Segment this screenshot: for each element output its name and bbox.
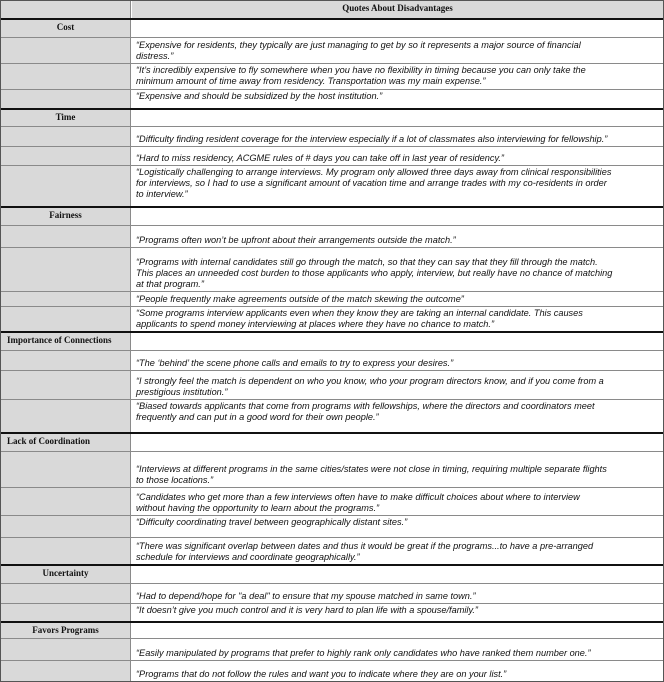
quote-cost-2: “It’s incredibly expensive to fly somewhere when you have no flexibility in timing because you can only take the minimum amount of time away from residency. Transportation was my main expense.”: [136, 65, 586, 86]
category-time: Time: [1, 110, 131, 126]
quote-coordination-2: “Candidates who get more than a few interviews often have to make difficult choices about where to interview without having the opportunity to learn about the programs.”: [136, 492, 580, 513]
category-coordination: Lack of Coordination: [1, 434, 131, 451]
table-row: [1, 64, 663, 90]
quote-fairness-2: “Programs with internal candidates still go through the match, so that they can say that they fill through the match. This places an unneeded cost burden to those applicants who apply, interview, but really have no chance of matching at that program.”: [136, 257, 613, 289]
table-row: [1, 147, 663, 166]
quote-cost-3: “Expensive and should be subsidized by the host institution.”: [136, 91, 383, 101]
table-row: [1, 661, 663, 681]
table-row: [1, 538, 663, 566]
header-blank-cell: [1, 1, 131, 18]
quote-favors-2: “Programs that do not follow the rules and want you to indicate where they are on your list.”: [136, 669, 507, 679]
table-row: [1, 371, 663, 400]
category-row-connections: [1, 333, 663, 351]
quote-time-1: “Difficulty finding resident coverage for the interview especially if a lot of classmates also interviewing for fellowship.”: [136, 134, 608, 144]
category-row-coordination: [1, 434, 663, 452]
table-row: [1, 307, 663, 333]
quote-coordination-3: “Difficulty coordinating travel between geographically distant sites.”: [136, 517, 408, 527]
table-header: Quotes About Disadvantages: [132, 1, 663, 18]
category-row-favors: [1, 623, 663, 639]
category-row-cost: [1, 20, 663, 38]
quote-fairness-3: “People frequently make agreements outside of the match skewing the outcome”: [136, 294, 464, 304]
quote-fairness-4: “Some programs interview applicants even when they know they are taking an internal candidate. This causes applicants to spend money interviewing at places where they have no chance to match.”: [136, 308, 583, 329]
category-fairness: Fairness: [1, 208, 131, 225]
quote-coordination-1: “Interviews at different programs in the same cities/states were not close in timing, requiring multiple separate flights to those locations.”: [136, 464, 607, 485]
quote-uncertainty-1: “Had to depend/hope for "a deal" to ensure that my spouse matched in same town.”: [136, 591, 476, 601]
quote-connections-2: “I strongly feel the match is dependent on who you know, who your program directors know, and if you come from a prestigious institution.”: [136, 376, 604, 397]
table-row: [1, 38, 663, 64]
table-row: [1, 226, 663, 248]
quote-cost-1: “Expensive for residents, they typically are just managing to get by so it represents a major source of financial distress.”: [136, 40, 581, 61]
quote-fairness-1: “Programs often won’t be upfront about their arrangements outside the match.”: [136, 235, 456, 245]
category-connections: Importance of Connections: [1, 333, 131, 350]
table-row: [1, 584, 663, 604]
table-row: [1, 400, 663, 434]
table-row: [1, 351, 663, 371]
category-favors: Favors Programs: [1, 623, 131, 638]
table-row: [1, 292, 663, 307]
quote-connections-1: “The ‘behind’ the scene phone calls and emails to try to express your desires.”: [136, 358, 454, 368]
table-row: [1, 488, 663, 516]
quote-empty: [132, 20, 663, 37]
quote-coordination-4: “There was significant overlap between dates and thus it would be great if the programs...to have a pre-arranged schedule for interviews and coordinate geographically.”: [136, 541, 594, 562]
table-row: [1, 604, 663, 623]
category-row-fairness: [1, 208, 663, 226]
category-cost: Cost: [1, 20, 131, 37]
quote-uncertainty-2: “It doesn’t give you much control and it is very hard to plan life with a spouse/family.”: [136, 605, 478, 615]
table-row: [1, 166, 663, 208]
table-row: [1, 90, 663, 110]
table-row: [1, 452, 663, 488]
table-row: [1, 248, 663, 292]
quote-time-3: “Logistically challenging to arrange interviews. My program only allowed three days away from clinical responsibilities for interviews, so I had to use a significant amount of vacation time and arrange trades with my co-residents in order to interview.”: [136, 167, 612, 199]
category-row-uncertainty: [1, 566, 663, 584]
table-row: [1, 516, 663, 538]
table-header-row: [1, 1, 663, 20]
quote-favors-1: “Easily manipulated by programs that prefer to highly rank only candidates who have ranked them number one.”: [136, 648, 591, 658]
quote-connections-3: “Biased towards applicants that come from programs with fellowships, where the directors and coordinators meet frequently and can put in a good word for their own people.”: [136, 401, 595, 422]
table-row: [1, 639, 663, 661]
category-row-time: [1, 110, 663, 127]
quote-time-2: “Hard to miss residency, ACGME rules of # days you can take off in last year of residency.”: [136, 153, 504, 163]
table-row: [1, 127, 663, 147]
category-uncertainty: Uncertainty: [1, 566, 131, 583]
